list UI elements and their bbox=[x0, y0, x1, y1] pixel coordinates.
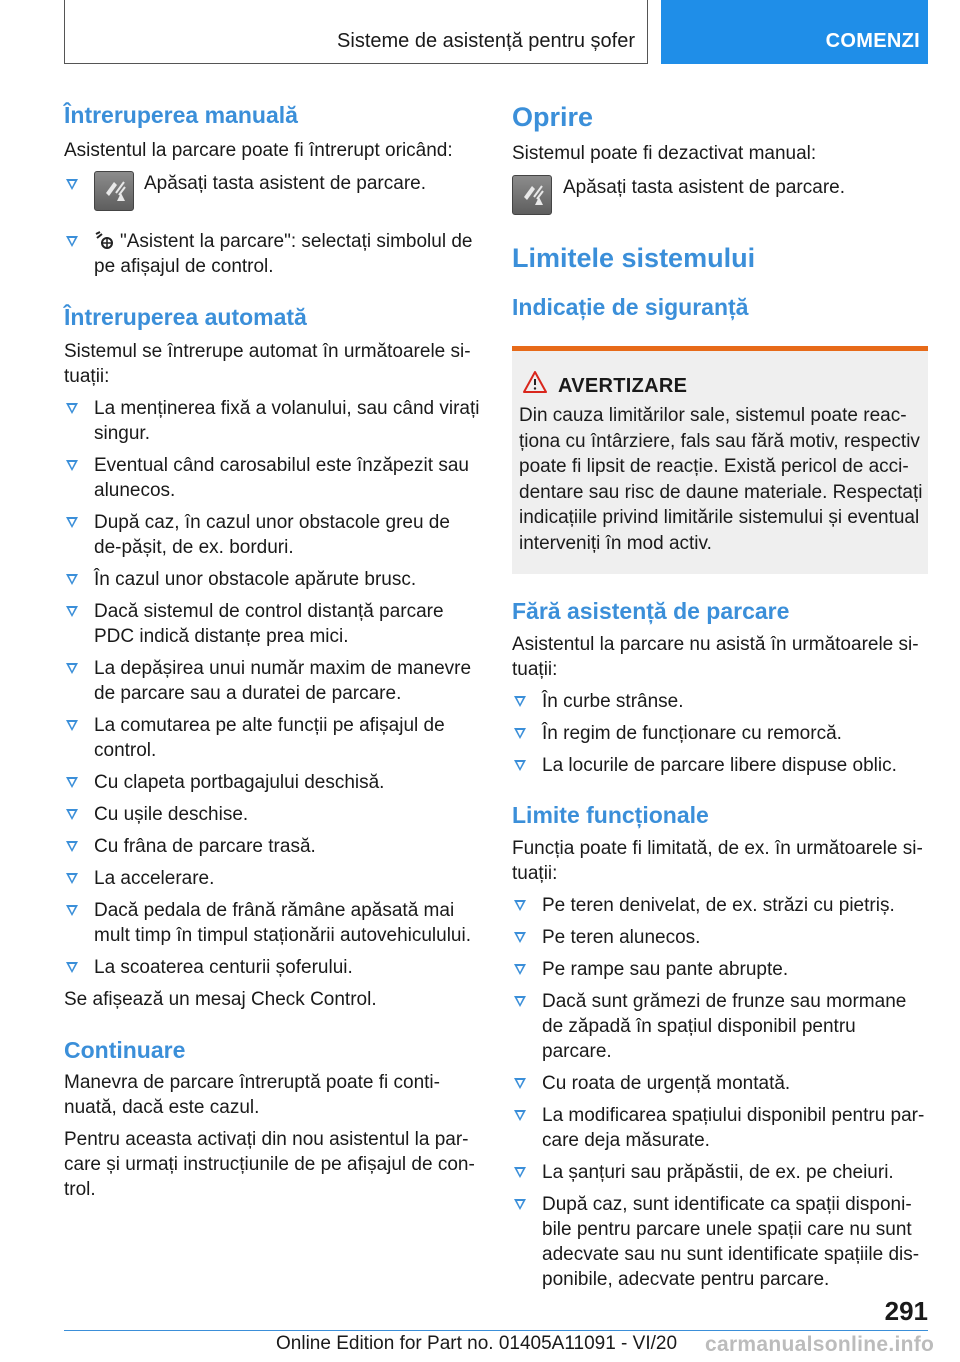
list-item-text: Cu ușile deschise. bbox=[94, 804, 249, 825]
text-check-control: Se afișează un mesaj Check Control. bbox=[64, 989, 377, 1010]
list-item bbox=[64, 866, 482, 891]
heading-functional-limits: Limite funcționale bbox=[512, 802, 709, 828]
warning-box bbox=[512, 346, 928, 574]
header-section-title: Sisteme de asistență pentru șofer bbox=[337, 30, 635, 52]
header-tab[interactable] bbox=[661, 0, 928, 64]
list-item-text: La depășirea unui număr maxim de manevre de parcare sau a duratei de parcare. bbox=[94, 658, 472, 704]
heading-auto-interrupt: Întreruperea automată bbox=[64, 304, 307, 330]
text-functional-limits-intro: Funcția poate fi limitată, de ex. în următoarele si-tuații: bbox=[512, 838, 923, 884]
list-item-text: La locurile de parcare libere dispuse oblic. bbox=[542, 755, 897, 776]
footer-edition: Online Edition for Part no. 01405A11091 - VI/20 bbox=[276, 1333, 678, 1354]
list-item-text: La șanțuri sau prăpăstii, de ex. pe cheiuri. bbox=[542, 1162, 894, 1183]
no-assist-list bbox=[512, 689, 928, 778]
bullet-icon bbox=[66, 517, 78, 528]
list-item-text: La modificarea spațiului disponibil pentru par-care deja măsurate. bbox=[542, 1105, 925, 1151]
footer-divider bbox=[64, 1330, 928, 1331]
bullet-icon bbox=[514, 696, 526, 707]
bullet-icon bbox=[514, 1199, 526, 1210]
list-item-text: Cu clapeta portbagajului deschisă. bbox=[94, 772, 385, 793]
list-item bbox=[512, 989, 928, 1064]
list-item-text: Cu frâna de parcare trasă. bbox=[94, 836, 316, 857]
list-item bbox=[512, 753, 928, 778]
list-item bbox=[64, 567, 482, 592]
right-column-lower bbox=[512, 598, 928, 1292]
list-item bbox=[64, 898, 482, 948]
list-item-text: În curbe strânse. bbox=[542, 691, 684, 712]
list-item-text: Pe teren alunecos. bbox=[542, 927, 701, 948]
list-item-text: La comutarea pe alte funcții pe afișajul de control. bbox=[94, 715, 445, 761]
list-item bbox=[64, 396, 482, 446]
bullet-icon bbox=[66, 236, 78, 247]
page-number: 291 bbox=[884, 1296, 928, 1326]
bullet-icon bbox=[66, 873, 78, 884]
bullet-icon bbox=[514, 1078, 526, 1089]
bullet-icon bbox=[514, 964, 526, 975]
text-stop-intro: Sistemul poate fi dezactivat manual: bbox=[512, 143, 817, 164]
stop-button-row bbox=[512, 175, 928, 219]
warning-triangle-icon bbox=[522, 370, 548, 399]
list-item bbox=[512, 957, 928, 982]
list-item bbox=[512, 1160, 928, 1185]
list-item bbox=[512, 689, 928, 714]
list-item bbox=[512, 893, 928, 918]
list-item-text: La menținerea fixă a volanului, sau când virați singur. bbox=[94, 398, 480, 444]
list-item-text: Apăsați tasta asistent de parcare. bbox=[144, 173, 426, 194]
list-item-menu bbox=[64, 229, 482, 279]
bullet-icon bbox=[514, 1110, 526, 1121]
list-item-text: Eventual când carosabilul este înzăpezit sau alunecos. bbox=[94, 455, 469, 501]
bullet-icon bbox=[66, 403, 78, 414]
list-item bbox=[64, 713, 482, 763]
bullet-icon bbox=[66, 905, 78, 916]
bullet-icon bbox=[514, 1167, 526, 1178]
text-auto-intro: Sistemul se întrerupe automat în următoarele si-tuații: bbox=[64, 341, 471, 387]
list-item bbox=[512, 1071, 928, 1096]
list-item bbox=[64, 510, 482, 560]
park-assist-button-icon bbox=[512, 175, 552, 215]
right-column bbox=[512, 100, 928, 321]
heading-system-limits: Limitele sistemului bbox=[512, 243, 756, 273]
list-item bbox=[512, 1192, 928, 1292]
bullet-icon bbox=[514, 932, 526, 943]
list-item bbox=[64, 802, 482, 827]
list-item-text: În regim de funcționare cu remorcă. bbox=[542, 723, 842, 744]
bullet-icon bbox=[66, 841, 78, 852]
list-item bbox=[512, 1103, 928, 1153]
list-item-text: Pe teren denivelat, de ex. străzi cu pietriș. bbox=[542, 895, 895, 916]
bullet-icon bbox=[66, 809, 78, 820]
warning-title: AVERTIZARE bbox=[558, 375, 688, 397]
bullet-icon bbox=[514, 996, 526, 1007]
list-item-text: Dacă sistemul de control distanță parcare PDC indică distanțe prea mici. bbox=[94, 601, 444, 647]
heading-no-assist: Fără asistență de parcare bbox=[512, 598, 790, 624]
header-section-box bbox=[64, 0, 648, 64]
list-item bbox=[64, 453, 482, 503]
list-item-text: Dacă sunt grămezi de frunze sau mormane de zăpadă în spațiul disponibil pentru parcare. bbox=[542, 991, 907, 1062]
park-assist-button-icon bbox=[94, 171, 134, 211]
heading-manual-interrupt: Întreruperea manuală bbox=[64, 102, 298, 128]
bullet-icon bbox=[66, 962, 78, 973]
list-item-text: Cu roata de urgență montată. bbox=[542, 1073, 791, 1094]
bullet-icon bbox=[514, 728, 526, 739]
bullet-icon bbox=[66, 777, 78, 788]
bullet-icon bbox=[66, 606, 78, 617]
list-item-text: La accelerare. bbox=[94, 868, 215, 889]
list-item bbox=[512, 925, 928, 950]
list-item bbox=[64, 834, 482, 859]
list-item-button bbox=[64, 171, 482, 223]
text-no-assist-intro: Asistentul la parcare nu asistă în următoarele si-tuații: bbox=[512, 634, 919, 680]
heading-safety-note: Indicație de siguranță bbox=[512, 294, 749, 320]
stop-button-text: Apăsați tasta asistent de parcare. bbox=[563, 177, 845, 198]
bullet-icon bbox=[66, 179, 78, 190]
list-item-text: La scoaterea centurii șoferului. bbox=[94, 957, 353, 978]
list-item bbox=[64, 770, 482, 795]
bullet-icon bbox=[66, 460, 78, 471]
watermark: carmanualsonline.info bbox=[705, 1333, 935, 1356]
header-tab-label: COMENZI bbox=[825, 30, 920, 52]
list-item-text: "Asistent la parcare": selectați simbolul de pe afișajul de control. bbox=[94, 231, 473, 277]
list-item-text: Dacă pedala de frână rămâne apăsată mai mult timp în timpul staționării autovehiculului. bbox=[94, 900, 472, 946]
bullet-icon bbox=[66, 574, 78, 585]
list-item bbox=[512, 721, 928, 746]
heading-continue: Continuare bbox=[64, 1037, 186, 1063]
heading-stop: Oprire bbox=[512, 102, 594, 132]
text-continue-2: Pentru aceasta activați din nou asistentul la par-care și urmați instrucțiunile de pe afișajul de con-trol. bbox=[64, 1129, 475, 1200]
list-item bbox=[64, 599, 482, 649]
list-item-text: Pe rampe sau pante abrupte. bbox=[542, 959, 789, 980]
list-item bbox=[64, 955, 482, 980]
bullet-icon bbox=[66, 663, 78, 674]
bullet-icon bbox=[66, 720, 78, 731]
warning-text: Din cauza limitărilor sale, sistemul poate reac-ționa cu întârziere, fals sau fără motiv, respectiv poate fi lipsit de reacție. Există pericol de acci-dentare sau risc de daune materiale. Respectați indicațiile privind limitările sistemului și eventual interveniți în mod activ. bbox=[519, 405, 923, 554]
list-item-text: În cazul unor obstacole apărute brusc. bbox=[94, 569, 417, 590]
auto-interrupt-list bbox=[64, 396, 482, 980]
bullet-icon bbox=[514, 900, 526, 911]
bullet-icon bbox=[514, 760, 526, 771]
list-item bbox=[64, 656, 482, 706]
functional-limits-list bbox=[512, 893, 928, 1292]
left-column bbox=[64, 100, 482, 1202]
text-continue-1: Manevra de parcare întreruptă poate fi conti-nuată, dacă este cazul. bbox=[64, 1072, 440, 1118]
park-assist-symbol-icon bbox=[94, 230, 116, 250]
page-header bbox=[64, 0, 928, 64]
text-manual-intro: Asistentul la parcare poate fi întrerupt oricând: bbox=[64, 140, 453, 161]
list-item-text: După caz, în cazul unor obstacole greu de de-pășit, de ex. borduri. bbox=[94, 512, 450, 558]
list-item-text: După caz, sunt identificate ca spații disponi-bile pentru parcare unele spații care nu sunt adecvate sau nu sunt identificate spațiile dis-ponibile, adecvate pentru parcare. bbox=[542, 1194, 920, 1290]
